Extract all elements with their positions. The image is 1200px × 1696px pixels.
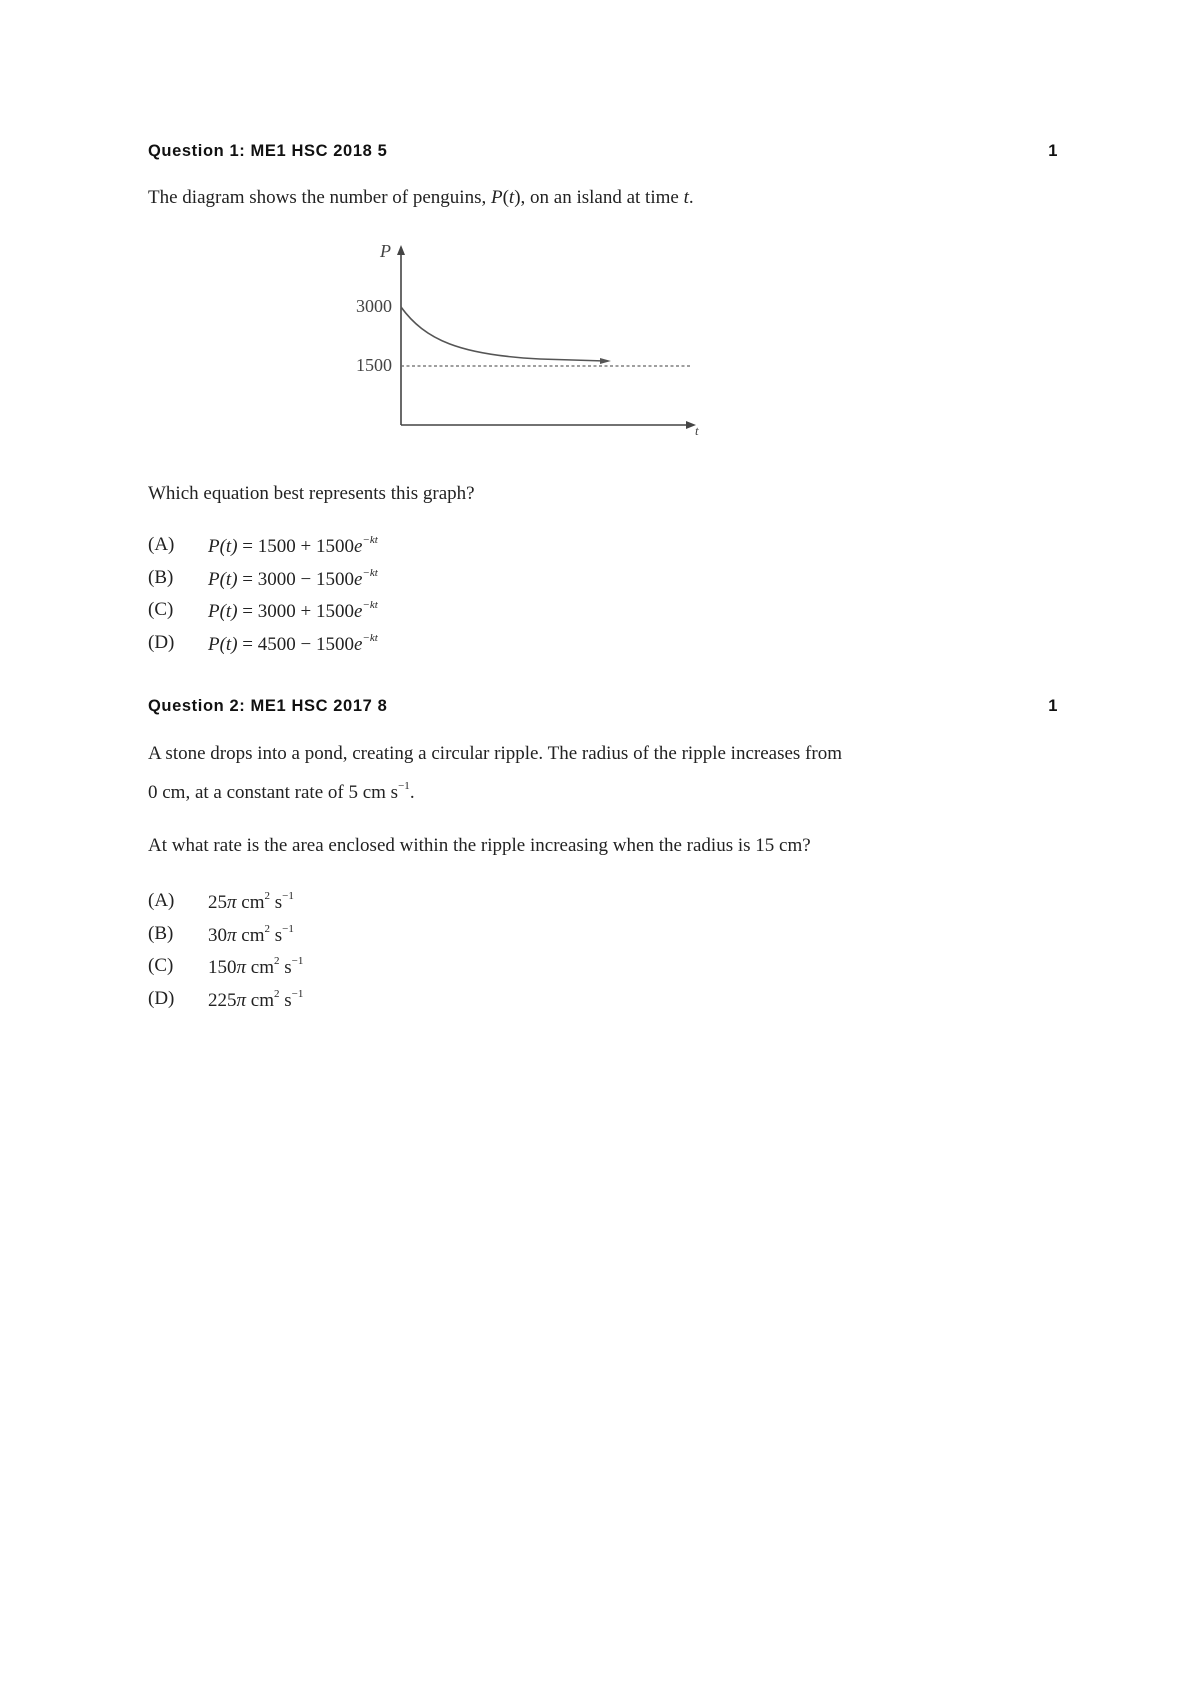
value-unit-cm: cm xyxy=(236,892,265,913)
option-value xyxy=(208,890,294,914)
option-label: (D) xyxy=(148,631,175,653)
equation-lhs: P(t) xyxy=(208,633,238,655)
option-label: (C) xyxy=(148,955,174,976)
y-axis-label: P xyxy=(380,245,391,261)
question-1-heading xyxy=(148,142,1068,166)
option-label: (C) xyxy=(148,599,174,620)
value-pi: π xyxy=(236,957,247,978)
question-2-heading xyxy=(148,697,1068,721)
option-label: (A) xyxy=(148,890,175,911)
penguin-population-graph xyxy=(340,245,720,445)
x-axis-label: t xyxy=(695,423,699,438)
value-sup-neg1: −1 xyxy=(291,987,304,1000)
equation-lhs: P(t) xyxy=(208,536,238,557)
value-unit-s: s xyxy=(270,924,283,946)
option-label: (B) xyxy=(148,566,174,588)
value-number: 225 xyxy=(208,989,237,1011)
question-1-prompt: Which equation best represents this graph? xyxy=(148,483,475,504)
y-axis-arrowhead xyxy=(397,245,405,255)
value-unit-cm: cm xyxy=(246,957,274,978)
value-unit-s: s xyxy=(279,957,292,978)
value-sup-2: 2 xyxy=(264,890,270,902)
function-name: P xyxy=(490,187,503,208)
option-label: (D) xyxy=(148,987,175,1009)
equation-rhs: = 4500 − 1500 xyxy=(237,633,354,655)
question-1-title: Question 1: ME1 HSC 2018 5 xyxy=(148,142,388,160)
value-number: 30 xyxy=(208,924,227,946)
value-sup-2: 2 xyxy=(274,955,280,967)
function-variable: t xyxy=(508,187,515,208)
question-2-line-1: A stone drops into a pond, creating a circular ripple. The radius of the ripple increases from xyxy=(148,743,842,764)
option-value xyxy=(208,955,303,979)
intro-paren: ( xyxy=(502,187,509,208)
equation-lhs: P(t) xyxy=(208,568,238,590)
equation-base: e xyxy=(353,601,363,622)
equation-base: e xyxy=(353,536,363,557)
value-sup-neg1: −1 xyxy=(291,955,304,967)
value-pi: π xyxy=(236,989,247,1011)
intro-text: The diagram shows the number of penguins, xyxy=(148,187,491,208)
question-2-text xyxy=(148,738,1048,809)
curve-arrowhead xyxy=(600,358,611,364)
intro-period: . xyxy=(688,187,694,208)
equation-rhs: = 3000 + 1500 xyxy=(237,601,354,622)
value-unit-s: s xyxy=(279,989,292,1011)
value-pi: π xyxy=(227,924,237,946)
equation-base: e xyxy=(353,568,363,590)
option-equation xyxy=(208,599,378,623)
option-value xyxy=(208,988,303,1012)
question-1-intro xyxy=(148,182,1048,214)
intro-text-2: ), on an island at time xyxy=(514,187,684,208)
option-label: (B) xyxy=(148,922,174,944)
population-curve xyxy=(401,307,605,361)
question-2-title: Question 2: ME1 HSC 2017 8 xyxy=(148,697,388,715)
value-sup-neg1: −1 xyxy=(282,922,294,935)
value-number: 25 xyxy=(208,892,227,913)
line-2-period: . xyxy=(409,782,415,803)
question-2-line-2 xyxy=(148,770,1048,809)
equation-exponent: −kt xyxy=(362,631,378,644)
value-unit-cm: cm xyxy=(246,989,274,1011)
question-1-marks: 1 xyxy=(1048,142,1058,160)
option-equation xyxy=(208,534,378,558)
equation-base: e xyxy=(353,633,363,655)
equation-lhs: P(t) xyxy=(208,601,238,622)
question-2-marks: 1 xyxy=(1048,697,1058,715)
y-tick-3000: 3000 xyxy=(356,296,392,316)
question-2-prompt: At what rate is the area enclosed within the ripple increasing when the radius is 15 cm? xyxy=(148,835,811,856)
equation-exponent: −kt xyxy=(362,534,378,546)
value-unit-cm: cm xyxy=(236,924,265,946)
y-tick-1500: 1500 xyxy=(356,355,392,375)
value-number: 150 xyxy=(208,957,237,978)
equation-rhs: = 3000 − 1500 xyxy=(237,568,354,590)
line-2-text: 0 cm, at a constant rate of 5 cm s xyxy=(148,782,399,803)
value-sup-neg1: −1 xyxy=(282,890,294,902)
equation-exponent: −kt xyxy=(362,599,378,611)
option-equation xyxy=(208,632,378,656)
value-pi: π xyxy=(227,892,237,913)
option-equation xyxy=(208,567,378,591)
value-sup-2: 2 xyxy=(274,987,280,1000)
value-sup-2: 2 xyxy=(264,922,270,935)
time-variable: t xyxy=(683,187,689,208)
equation-exponent: −kt xyxy=(362,566,378,579)
option-label: (A) xyxy=(148,534,175,555)
value-unit-s: s xyxy=(270,892,283,913)
option-value xyxy=(208,923,294,947)
equation-rhs: = 1500 + 1500 xyxy=(237,536,354,557)
line-2-exponent: −1 xyxy=(398,780,410,792)
